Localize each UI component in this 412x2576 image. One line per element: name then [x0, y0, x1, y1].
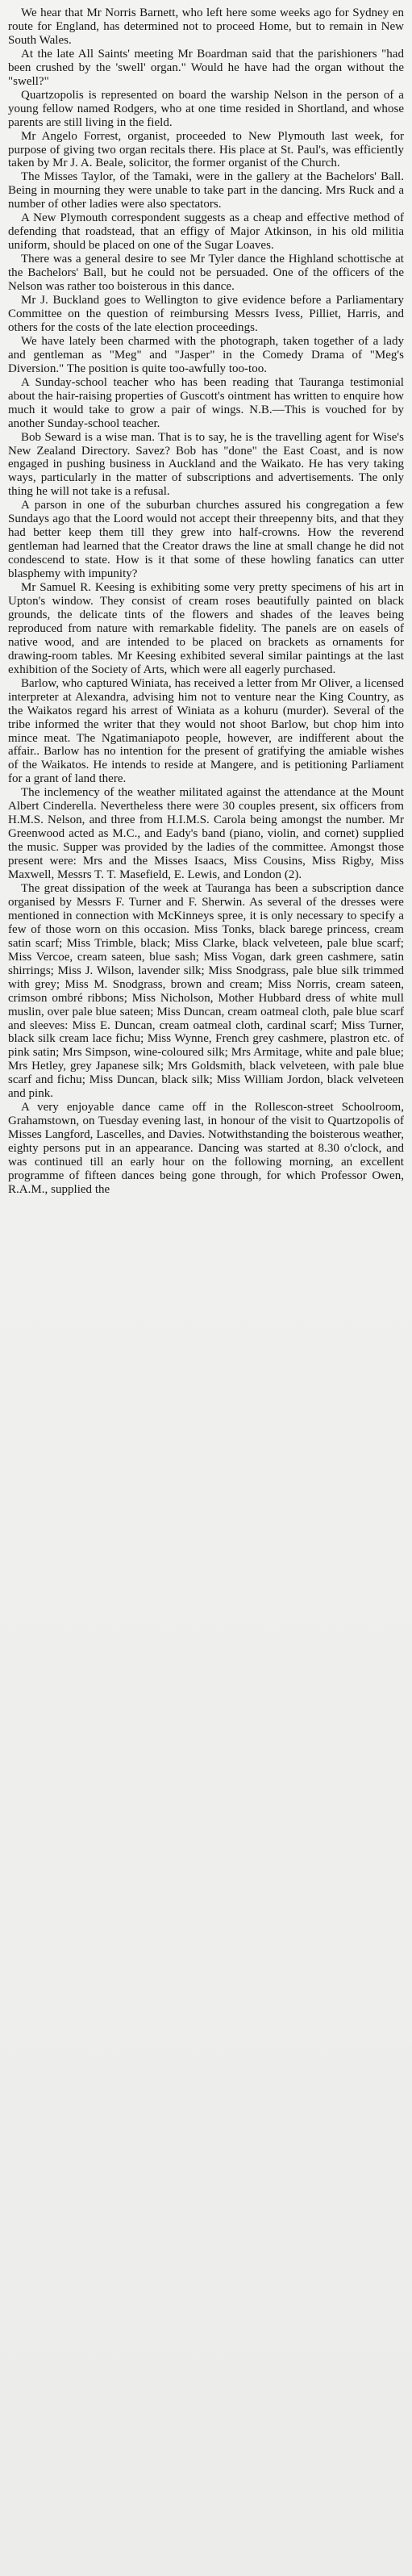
paragraph-norris-barnett: We hear that Mr Norris Barnett, who left here some weeks ago for Sydney en route for England, has determined not to proceed Home, but to remain in New South Wales.	[8, 6, 404, 47]
paragraph-grahamstown-dance: A very enjoyable dance came off in the Rollescon-street Schoolroom, Grahamstown, on Tuesday evening last, in honour of the visit to Quartzopolis of Misses Langford, Lascelles, and Davies. Notwithstanding the boisterous weather, eighty persons put in an appearance. Dancing was started at 8.30 o'clock, and was continued till an early hour on the following morning, an excellent programme of fifteen dances being gone through, for which Professor Owen, R.A.M., supplied the	[8, 1101, 404, 1196]
paragraph-new-plymouth: A New Plymouth correspondent suggests as a cheap and effective method of defending that roadstead, that an effigy of Major Atkinson, in his old militia uniform, should be placed on one of the Sugar Loaves.	[8, 211, 404, 253]
paragraph-photograph: We have lately been charmed with the photograph, taken together of a lady and gentleman as "Meg" and "Jasper" in the Comedy Drama of "Meg's Diversion." The position is quite too-awfully too-too.	[8, 334, 404, 375]
paragraph-parson: A parson in one of the suburban churches assured his congregation a few Sundays ago that the Loord would not accept their threepenny bits, and that they had better keep them till they grew into half-crowns. How the reverend gentleman had learned that the Creator draws the line at small change he did not condescend to state. How is it that some of these howling fanatics can utter blasphemy with impunity?	[8, 499, 404, 581]
paragraph-swell-organ: At the late All Saints' meeting Mr Boardman said that the parishioners "had been crushed by the 'swell' organ." Would he have had the organ without the "swell?"	[8, 47, 404, 88]
paragraph-keesing: Mr Samuel R. Keesing is exhibiting some very pretty specimens of his art in Upton's window. They consist of cream roses beautifully painted on black grounds, the delicate tints of the flowers and shades of the leaves being reproduced from nature with remarkable fidelity. The panels are on easels of native wood, and are intended to be placed on brackets as ornaments for drawing-room tables. Mr Keesing exhibited several similar paintings at the last exhibition of the Society of Arts, which were all eagerly purchased.	[8, 581, 404, 676]
paragraph-nelson-rodgers: Quartzopolis is represented on board the warship Nelson in the person of a young fellow named Rodgers, who at one time resided in Shortland, and whose parents are still living in the field.	[8, 88, 404, 129]
article-column	[8, 6, 404, 2576]
paragraph-barlow: Barlow, who captured Winiata, has received a letter from Mr Oliver, a licensed interpreter at Alexandra, advising him not to venture near the King Country, as the Waikatos regard his arrest of Winiata as a kohuru (murder). Several of the tribe informed the writer that they would not shoot Barlow, but chop him into mince meat. The Ngatimaniapoto people, however, are indifferent about the affair.. Barlow has no intention for the present of gratifying the amiable wishes of the Waikatos. He intends to reside at Mangere, and is petitioning Parliament for a grant of land there.	[8, 676, 404, 786]
paragraph-highland-schottische: There was a general desire to see Mr Tyler dance the Highland schottische at the Bachelors' Ball, but he could not be persuaded. One of the officers of the Nelson was rather too boisterous in this dance.	[8, 253, 404, 294]
paragraph-misses-taylor: The Misses Taylor, of the Tamaki, were in the gallery at the Bachelors' Ball. Being in mourning they were unable to take part in the dancing. Mrs Ruck and a number of other ladies were also spectators.	[8, 170, 404, 211]
paragraph-mount-albert: The inclemency of the weather militated against the attendance at the Mount Albert Cinderella. Nevertheless there were 30 couples present, six officers from H.M.S. Nelson, and three from H.I.M.S. Carola being amongst the number. Mr Greenwood acted as M.C., and Eady's band (piano, violin, and cornet) supplied the music. Supper was provided by the ladies of the committee. Amongst those present were: Mrs and the Misses Isaacs, Miss Cousins, Miss Rigby, Miss Maxwell, Messrs T. T. Masefield, E. Lewis, and London (2).	[8, 786, 404, 882]
paragraph-angelo-forrest: Mr Angelo Forrest, organist, proceeded to New Plymouth last week, for purpose of giving two organ recitals there. His place at St. Paul's, was efficiently taken by Mr J. A. Beale, solicitor, the former organist of the Church.	[8, 129, 404, 170]
paragraph-bob-seward: Bob Seward is a wise man. That is to say, he is the travelling agent for Wise's New Zealand Directory. Savez? Bob has "done" the East Coast, and is now engaged in pushing business in Auckland and the Waikato. He has very taking ways, particularly in the matter of subscriptions and advertisements. The only thing he will not take is a refusal.	[8, 430, 404, 499]
paragraph-buckland: Mr J. Buckland goes to Wellington to give evidence before a Parliamentary Committee on the question of reimbursing Messrs Ivess, Pilliet, Harris, and others for the costs of the late election proceedings.	[8, 294, 404, 334]
paragraph-tauranga-dance: The great dissipation of the week at Tauranga has been a subscription dance organised by Messrs F. Turner and F. Sherwin. As several of the dresses were mentioned in connection with McKinneys spree, it is only necessary to specify a few of those worn on this occasion. Miss Tonks, black barege princess, cream satin scarf; Miss Trimble, black; Miss Clarke, black velveteen, pale blue scarf; Miss Vercoe, cream sateen, blue sash; Miss Vogan, dark green cashmere, satin shirrings; Miss J. Wilson, lavender silk; Miss Snodgrass, pale blue silk trimmed with grey; Miss M. Snodgrass, brown and cream; Miss Norris, cream sateen, crimson ombré ribbons; Miss Nicholson, Mother Hubbard dress of white mull muslin, over pale blue sateen; Miss Duncan, cream oatmeal cloth, pale blue scarf and sleeves: Miss E. Duncan, cream oatmeal cloth, cardinal scarf; Miss Turner, black silk cream lace fichu; Miss Wynne, French grey cashmere, plastron etc. of pink satin; Mrs Simpson, wine-coloured silk; Mrs Armitage, white and pale blue; Mrs Hetley, grey Japanese silk; Mrs Goldsmith, black velveteen, with pale blue scarf and fichu; Miss Duncan, black silk; Miss William Jordon, black velveteen and pink.	[8, 882, 404, 1101]
paragraph-sunday-school: A Sunday-school teacher who has been reading that Tauranga testimonial about the hair-raising properties of Guscott's ointment has written to enquire how much it would take to grow a pair of wings. N.B.—This is vouched for by another Sunday-school teacher.	[8, 375, 404, 430]
